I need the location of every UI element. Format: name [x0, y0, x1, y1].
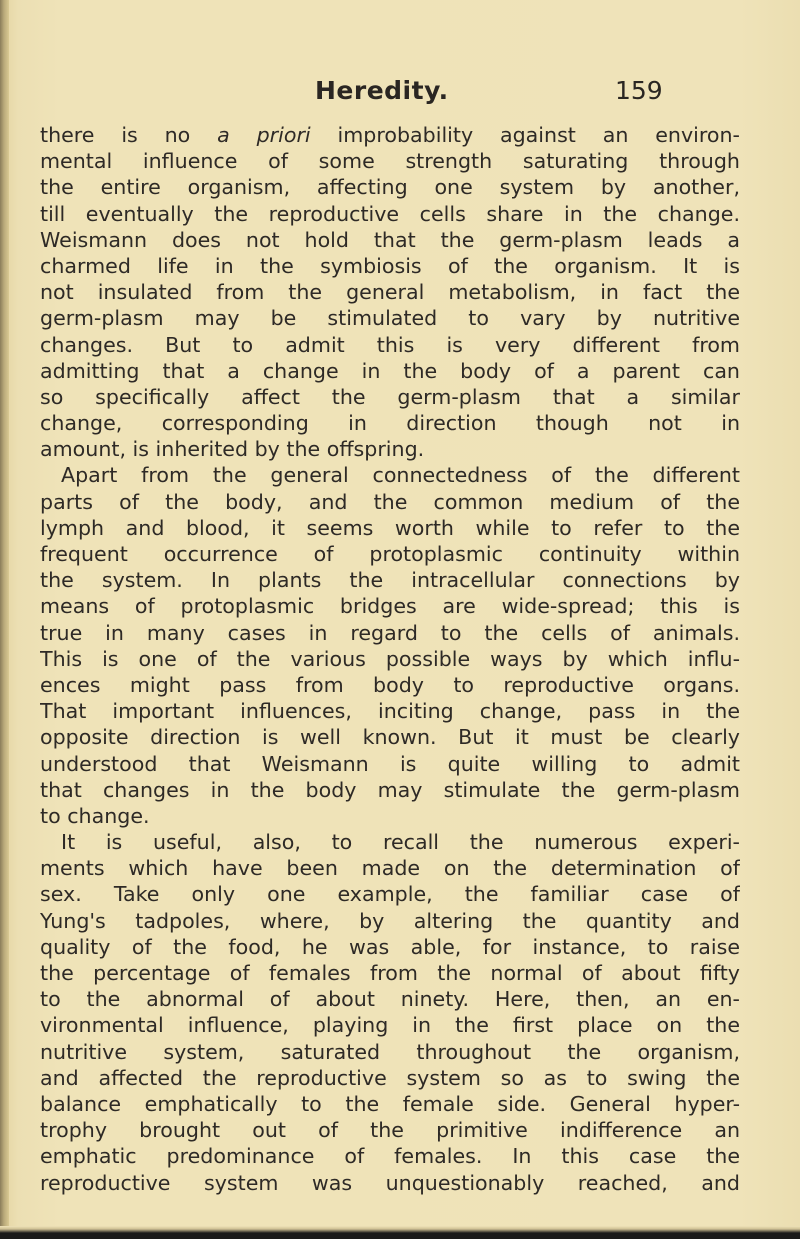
text-line: This is one of the various possible ways by which influ-: [40, 646, 740, 671]
text-line: the entire organism, affecting one system by another,: [40, 175, 740, 200]
text-line: and affected the reproductive system so as to swing the: [40, 1065, 740, 1090]
text-line: parts of the body, and the common medium of the: [40, 489, 740, 514]
text-line: quality of the food, he was able, for instance, to raise: [40, 934, 740, 959]
page-binding-edge: [0, 0, 9, 1239]
page-number: 159: [615, 76, 663, 105]
text-line: ments which have been made on the determination of: [40, 856, 740, 881]
text-line: ences might pass from body to reproductive organs.: [40, 672, 740, 697]
text-line: frequent occurrence of protoplasmic continuity within: [40, 542, 740, 566]
text-line: true in many cases in regard to the cells of animals.: [40, 620, 740, 645]
text-line: Apart from the general connectedness of the different: [61, 463, 740, 488]
text-line: the system. In plants the intracellular connections by: [40, 568, 740, 593]
text-line: charmed life in the symbiosis of the organism. It is: [40, 253, 740, 278]
text-line: change, corresponding in direction though not in: [40, 411, 740, 436]
text-line: sex. Take only one example, the familiar case of: [40, 882, 740, 907]
text-line: admitting that a change in the body of a parent can: [40, 358, 740, 383]
text-line: emphatic predominance of females. In this case the: [40, 1144, 740, 1169]
text-line: mental influence of some strength saturating through: [40, 149, 740, 174]
text-line: not insulated from the general metabolism, in fact the: [40, 280, 740, 305]
text-line: the percentage of females from the normal of about fifty: [40, 961, 740, 985]
running-head: [0, 76, 800, 110]
text-line: It is useful, also, to recall the numerous experi-: [61, 830, 740, 855]
text-line: means of protoplasmic bridges are wide-spread; this is: [40, 594, 740, 619]
text-line: to the abnormal of about ninety. Here, then, an en-: [40, 987, 740, 1012]
text-line: trophy brought out of the primitive indifference an: [40, 1118, 740, 1143]
text-line: so specifically affect the germ-plasm that a similar: [40, 384, 740, 409]
text-line: nutritive system, saturated throughout the organism,: [40, 1039, 740, 1064]
text-line: reproductive system was unquestionably reached, and: [40, 1170, 740, 1195]
text-line: changes. But to admit this is very different from: [40, 332, 740, 357]
text-line: balance emphatically to the female side. General hyper-: [40, 1091, 740, 1116]
text-line: vironmental influence, playing in the first place on the: [40, 1013, 740, 1038]
text-line: Yung's tadpoles, where, by altering the quantity and: [40, 908, 740, 933]
text-line: opposite direction is well known. But it must be clearly: [40, 725, 740, 750]
text-line: there is no a priori improbability against an environ-: [40, 123, 740, 147]
text-line: lymph and blood, it seems worth while to refer to the: [40, 515, 740, 540]
text-line: that changes in the body may stimulate the germ-plasm: [40, 777, 740, 802]
text-line: Weismann does not hold that the germ-plasm leads a: [40, 227, 740, 252]
running-head-title: Heredity.: [315, 76, 449, 105]
text-line: to change.: [40, 803, 150, 828]
italic-phrase: a priori: [217, 123, 311, 147]
text-line: understood that Weismann is quite willing to admit: [40, 751, 740, 776]
body-text: [40, 122, 740, 1196]
text-line: germ-plasm may be stimulated to vary by nutritive: [40, 306, 740, 331]
text-line: amount, is inherited by the offspring.: [40, 437, 425, 462]
text-line: till eventually the reproductive cells share in the change.: [40, 201, 740, 226]
page-bottom-edge: [0, 1226, 800, 1239]
text-line: That important influences, inciting change, pass in the: [40, 699, 740, 724]
